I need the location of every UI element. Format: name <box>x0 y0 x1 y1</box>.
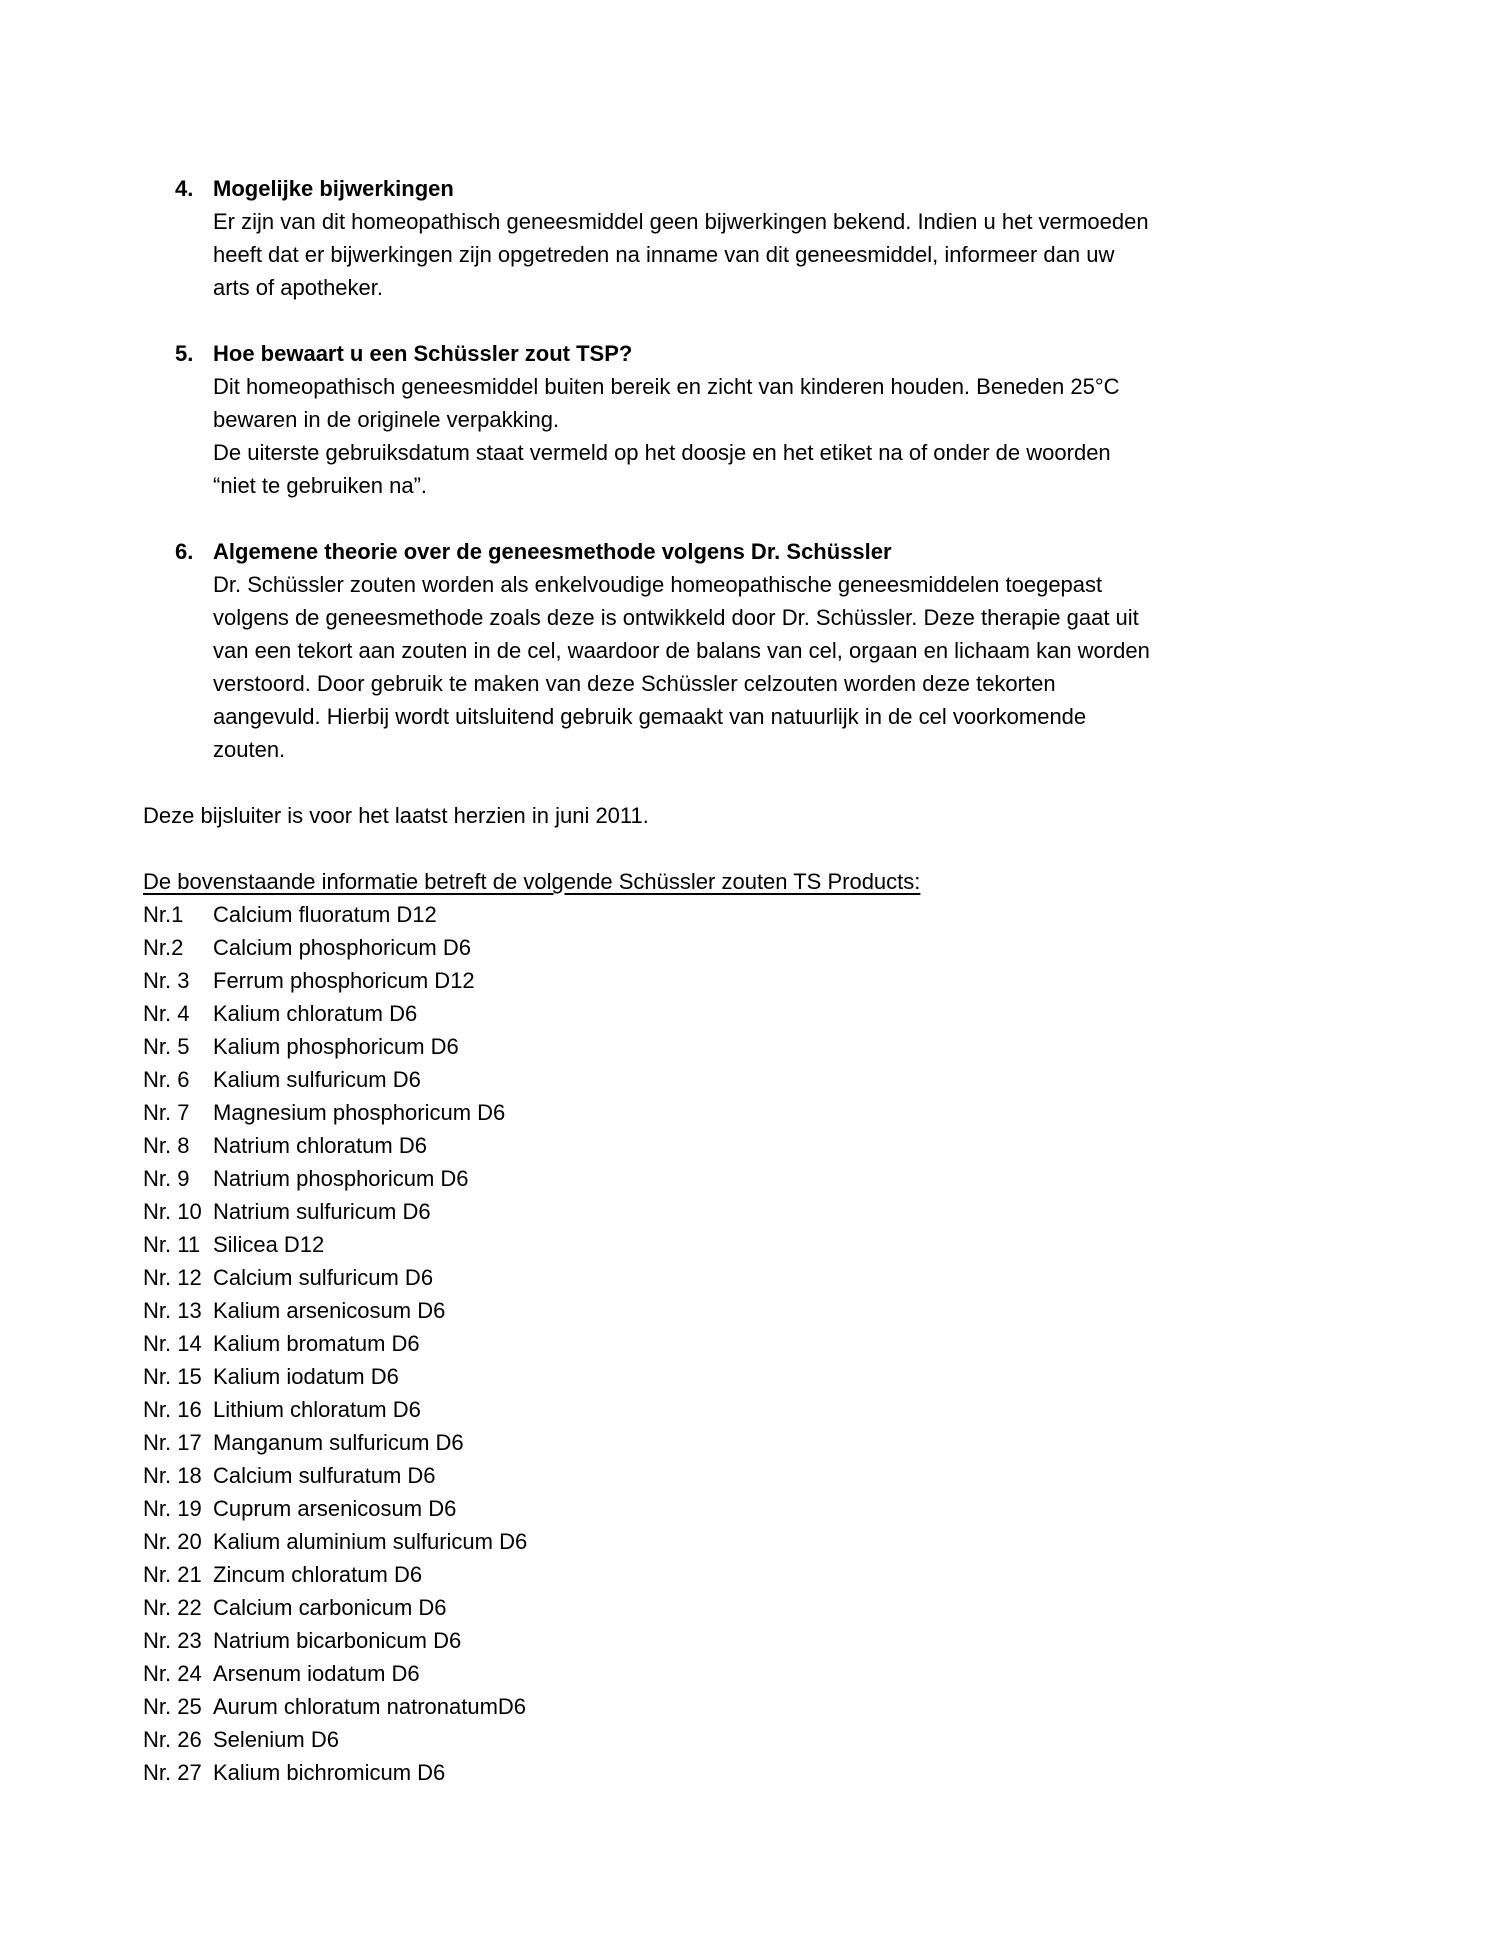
section-body <box>213 568 1394 766</box>
product-row <box>143 1624 1394 1657</box>
product-name: Natrium phosphoricum D6 <box>213 1166 469 1191</box>
product-number: Nr. 9 <box>143 1166 190 1191</box>
product-number: Nr. 24 <box>143 1661 202 1686</box>
product-row <box>143 1327 1394 1360</box>
paragraph-line: Dr. Schüssler zouten worden als enkelvoudige homeopathische geneesmiddelen toegepast <box>213 572 1103 597</box>
product-number: Nr. 22 <box>143 1595 202 1620</box>
product-row <box>143 1558 1394 1591</box>
section-algemene-theorie <box>143 535 1394 766</box>
product-number: Nr.2 <box>143 935 184 960</box>
product-row <box>143 1195 1394 1228</box>
product-name: Calcium fluoratum D12 <box>213 902 437 927</box>
product-number: Nr. 14 <box>143 1331 202 1356</box>
product-number: Nr. 20 <box>143 1529 202 1554</box>
section-body <box>213 205 1394 304</box>
product-row <box>143 1393 1394 1426</box>
product-row <box>143 997 1394 1030</box>
product-number: Nr. 23 <box>143 1628 202 1653</box>
product-name: Natrium sulfuricum D6 <box>213 1199 431 1224</box>
product-name: Kalium sulfuricum D6 <box>213 1067 421 1092</box>
product-row <box>143 1459 1394 1492</box>
product-number: Nr. 27 <box>143 1760 202 1785</box>
product-number: Nr. 12 <box>143 1265 202 1290</box>
paragraph-line: heeft dat er bijwerkingen zijn opgetreden na inname van dit geneesmiddel, informeer dan uw <box>213 242 1115 267</box>
product-list-heading: De bovenstaande informatie betreft de volgende Schüssler zouten TS Products: <box>143 869 921 894</box>
product-row <box>143 898 1394 931</box>
product-number: Nr. 8 <box>143 1133 190 1158</box>
product-name: Ferrum phosphoricum D12 <box>213 968 475 993</box>
product-name: Aurum chloratum natronatumD6 <box>213 1694 527 1719</box>
product-number: Nr. 25 <box>143 1694 202 1719</box>
product-name: Natrium bicarbonicum D6 <box>213 1628 462 1653</box>
section-title: Mogelijke bijwerkingen <box>213 176 454 201</box>
product-row <box>143 1096 1394 1129</box>
section-heading <box>175 172 1394 205</box>
product-number: Nr. 4 <box>143 1001 190 1026</box>
product-number: Nr. 6 <box>143 1067 190 1092</box>
product-name: Selenium D6 <box>213 1727 339 1752</box>
product-name: Zincum chloratum D6 <box>213 1562 423 1587</box>
section-body <box>213 370 1394 502</box>
section-heading <box>175 535 1394 568</box>
product-name: Calcium carbonicum D6 <box>213 1595 447 1620</box>
product-name: Arsenum iodatum D6 <box>213 1661 420 1686</box>
product-number: Nr. 7 <box>143 1100 190 1125</box>
product-row <box>143 1492 1394 1525</box>
product-number: Nr. 18 <box>143 1463 202 1488</box>
product-name: Kalium bichromicum D6 <box>213 1760 446 1785</box>
product-name: Kalium aluminium sulfuricum D6 <box>213 1529 528 1554</box>
product-name: Cuprum arsenicosum D6 <box>213 1496 457 1521</box>
product-number: Nr. 26 <box>143 1727 202 1752</box>
section-number: 5. <box>175 341 194 366</box>
product-row <box>143 1261 1394 1294</box>
paragraph-line: arts of apotheker. <box>213 275 383 300</box>
paragraph-line: Dit homeopathisch geneesmiddel buiten bereik en zicht van kinderen houden. Beneden 25°C <box>213 374 1120 399</box>
section-mogelijke-bijwerkingen <box>143 172 1394 304</box>
section-number: 6. <box>175 539 194 564</box>
product-number: Nr. 17 <box>143 1430 202 1455</box>
product-number: Nr. 15 <box>143 1364 202 1389</box>
product-number: Nr. 3 <box>143 968 190 993</box>
section-title: Hoe bewaart u een Schüssler zout TSP? <box>213 341 633 366</box>
product-row <box>143 931 1394 964</box>
product-row <box>143 1063 1394 1096</box>
product-row <box>143 1162 1394 1195</box>
product-name: Kalium phosphoricum D6 <box>213 1034 459 1059</box>
paragraph-line: Er zijn van dit homeopathisch geneesmiddel geen bijwerkingen bekend. Indien u het vermoeden <box>213 209 1149 234</box>
product-name: Manganum sulfuricum D6 <box>213 1430 464 1455</box>
product-name: Lithium chloratum D6 <box>213 1397 421 1422</box>
paragraph-line: zouten. <box>213 737 286 762</box>
paragraph-line: van een tekort aan zouten in de cel, waardoor de balans van cel, orgaan en lichaam kan worden <box>213 638 1150 663</box>
paragraph-line: De uiterste gebruiksdatum staat vermeld op het doosje en het etiket na of onder de woorden <box>213 440 1111 465</box>
product-row <box>143 1657 1394 1690</box>
product-number: Nr. 10 <box>143 1199 202 1224</box>
product-row <box>143 964 1394 997</box>
product-row <box>143 1426 1394 1459</box>
product-name: Natrium chloratum D6 <box>213 1133 427 1158</box>
product-number: Nr. 13 <box>143 1298 202 1323</box>
product-row <box>143 1360 1394 1393</box>
product-number: Nr. 19 <box>143 1496 202 1521</box>
product-name: Kalium chloratum D6 <box>213 1001 418 1026</box>
paragraph-line: “niet te gebruiken na”. <box>213 473 428 498</box>
product-name: Silicea D12 <box>213 1232 325 1257</box>
product-name: Calcium phosphoricum D6 <box>213 935 471 960</box>
paragraph-line: verstoord. Door gebruik te maken van deze Schüssler celzouten worden deze tekorten <box>213 671 1056 696</box>
section-heading <box>175 337 1394 370</box>
product-name: Kalium iodatum D6 <box>213 1364 399 1389</box>
product-number: Nr. 5 <box>143 1034 190 1059</box>
paragraph-line: volgens de geneesmethode zoals deze is ontwikkeld door Dr. Schüssler. Deze therapie gaat uit <box>213 605 1139 630</box>
product-row <box>143 1525 1394 1558</box>
section-hoe-bewaart-u <box>143 337 1394 502</box>
product-row <box>143 1690 1394 1723</box>
product-row <box>143 1591 1394 1624</box>
product-name: Kalium bromatum D6 <box>213 1331 420 1356</box>
product-name: Calcium sulfuricum D6 <box>213 1265 434 1290</box>
product-row <box>143 1030 1394 1063</box>
revision-note: Deze bijsluiter is voor het laatst herzien in juni 2011. <box>143 803 649 828</box>
product-row <box>143 1723 1394 1756</box>
product-name: Calcium sulfuratum D6 <box>213 1463 436 1488</box>
product-row <box>143 1756 1394 1789</box>
product-number: Nr. 21 <box>143 1562 202 1587</box>
paragraph-line: aangevuld. Hierbij wordt uitsluitend gebruik gemaakt van natuurlijk in de cel voorkomende <box>213 704 1087 729</box>
section-number: 4. <box>175 176 194 201</box>
product-number: Nr. 11 <box>143 1232 201 1257</box>
paragraph-line: bewaren in de originele verpakking. <box>213 407 560 432</box>
product-list <box>143 898 1394 1789</box>
product-name: Magnesium phosphoricum D6 <box>213 1100 506 1125</box>
product-number: Nr. 16 <box>143 1397 202 1422</box>
section-title: Algemene theorie over de geneesmethode volgens Dr. Schüssler <box>213 539 892 564</box>
product-row <box>143 1294 1394 1327</box>
product-number: Nr.1 <box>143 902 184 927</box>
product-row <box>143 1228 1394 1261</box>
product-name: Kalium arsenicosum D6 <box>213 1298 446 1323</box>
product-row <box>143 1129 1394 1162</box>
